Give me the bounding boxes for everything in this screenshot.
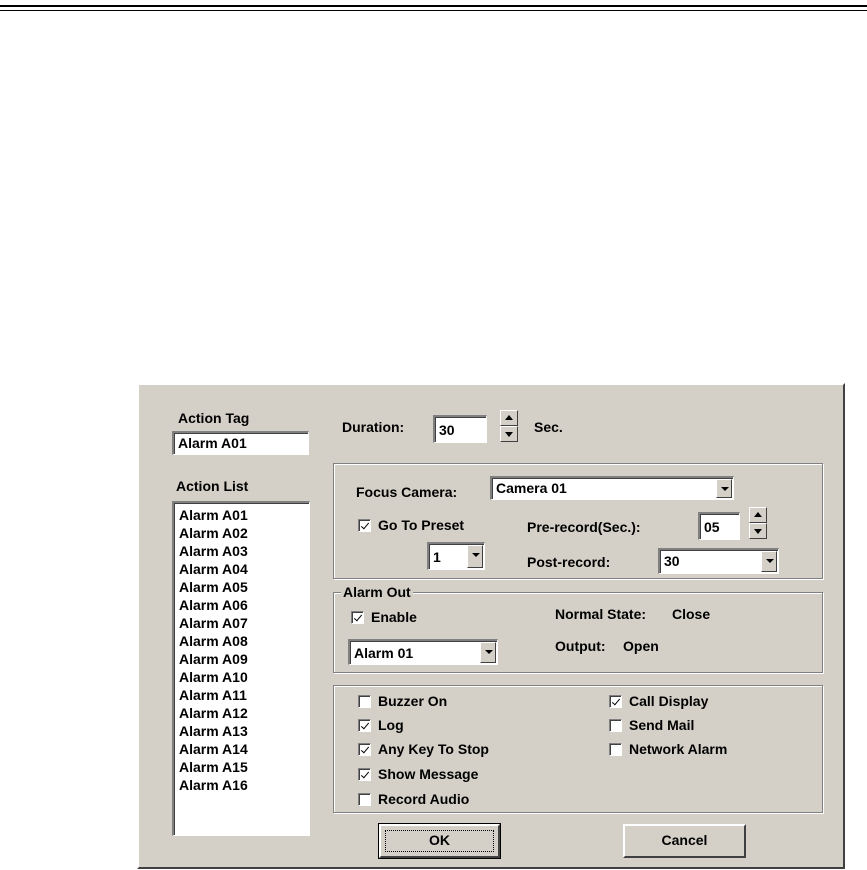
preset-value: 1 xyxy=(433,549,441,565)
spin-down-icon[interactable] xyxy=(749,523,767,539)
buzzer-on-checkbox[interactable] xyxy=(358,693,447,709)
checkbox-icon xyxy=(609,719,622,732)
normal-state-value: Close xyxy=(672,606,711,622)
call-display-checkbox[interactable] xyxy=(609,693,708,709)
go-to-preset-label: Go To Preset xyxy=(378,517,465,533)
checkbox-icon xyxy=(358,695,371,708)
chevron-down-icon[interactable] xyxy=(480,642,496,663)
list-item[interactable]: Alarm A11 xyxy=(179,687,247,703)
top-rule-thick xyxy=(0,5,867,7)
alarm-out-title: Alarm Out xyxy=(343,584,411,600)
focus-camera-label: Focus Camera: xyxy=(356,484,458,500)
action-list-box[interactable] xyxy=(172,501,310,836)
checkbox-icon xyxy=(351,611,364,624)
prerecord-value: 05 xyxy=(704,519,720,535)
top-rule-thin xyxy=(0,10,867,11)
list-item[interactable]: Alarm A10 xyxy=(179,669,248,685)
log-label: Log xyxy=(378,717,404,733)
checkbox-icon xyxy=(358,743,371,756)
checkbox-icon xyxy=(358,719,371,732)
focus-camera-value: Camera 01 xyxy=(496,480,567,496)
postrecord-select[interactable] xyxy=(658,548,779,574)
spin-down-icon[interactable] xyxy=(500,426,518,442)
prerecord-spinner xyxy=(749,507,767,539)
focus-camera-select[interactable] xyxy=(490,476,734,500)
record-audio-checkbox[interactable] xyxy=(358,791,469,807)
checkbox-icon xyxy=(358,768,371,781)
cancel-label: Cancel xyxy=(661,832,708,848)
focus-ring xyxy=(385,830,494,852)
checkbox-icon xyxy=(358,519,371,532)
postrecord-label: Post-record: xyxy=(527,554,611,570)
list-item[interactable]: Alarm A16 xyxy=(179,777,248,793)
action-dialog xyxy=(137,383,845,869)
output-value: Open xyxy=(623,638,659,654)
any-key-to-stop-checkbox[interactable] xyxy=(358,741,489,757)
prerecord-input[interactable] xyxy=(698,512,740,540)
checkbox-icon xyxy=(609,743,622,756)
duration-unit: Sec. xyxy=(534,419,563,435)
ok-label: OK xyxy=(429,832,450,848)
action-tag-value: Alarm A01 xyxy=(178,435,247,451)
chevron-down-icon[interactable] xyxy=(467,545,483,568)
list-item[interactable]: Alarm A07 xyxy=(179,615,248,631)
list-item[interactable]: Alarm A04 xyxy=(179,561,248,577)
buzzer-on-label: Buzzer On xyxy=(378,693,448,709)
spin-up-icon[interactable] xyxy=(749,507,767,523)
list-item[interactable]: Alarm A09 xyxy=(179,651,248,667)
action-list-label: Action List xyxy=(176,478,249,494)
duration-input[interactable] xyxy=(433,415,487,443)
ok-button[interactable] xyxy=(379,824,500,858)
alarm-out-select[interactable] xyxy=(348,639,498,665)
action-tag-input[interactable] xyxy=(172,431,309,455)
duration-spinner xyxy=(500,410,518,442)
record-audio-label: Record Audio xyxy=(378,791,470,807)
prerecord-label: Pre-record(Sec.): xyxy=(527,519,641,535)
duration-label: Duration: xyxy=(342,419,405,435)
action-tag-label: Action Tag xyxy=(178,410,250,426)
send-mail-checkbox[interactable] xyxy=(609,717,694,733)
checkbox-icon xyxy=(609,695,622,708)
alarm-out-value: Alarm 01 xyxy=(354,645,414,661)
any-key-to-stop-label: Any Key To Stop xyxy=(378,741,489,757)
enable-label: Enable xyxy=(371,609,417,625)
normal-state-label: Normal State: xyxy=(555,606,647,622)
duration-value: 30 xyxy=(439,422,455,438)
spin-up-icon[interactable] xyxy=(500,410,518,426)
network-alarm-checkbox[interactable] xyxy=(609,741,727,757)
go-to-preset-checkbox[interactable] xyxy=(358,517,464,533)
cancel-button[interactable] xyxy=(623,824,746,858)
preset-select[interactable] xyxy=(427,542,485,570)
list-item[interactable]: Alarm A05 xyxy=(179,579,248,595)
show-message-label: Show Message xyxy=(378,766,479,782)
list-item[interactable]: Alarm A03 xyxy=(179,543,248,559)
checkbox-icon xyxy=(358,793,371,806)
log-checkbox[interactable] xyxy=(358,717,404,733)
output-label: Output: xyxy=(555,638,606,654)
list-item[interactable]: Alarm A13 xyxy=(179,723,248,739)
list-item[interactable]: Alarm A12 xyxy=(179,705,248,721)
send-mail-label: Send Mail xyxy=(629,717,695,733)
list-item[interactable]: Alarm A08 xyxy=(179,633,248,649)
chevron-down-icon[interactable] xyxy=(716,479,732,498)
list-item[interactable]: Alarm A15 xyxy=(179,759,248,775)
list-item[interactable]: Alarm A14 xyxy=(179,741,248,757)
chevron-down-icon[interactable] xyxy=(761,551,777,572)
list-item[interactable]: Alarm A02 xyxy=(179,525,248,541)
show-message-checkbox[interactable] xyxy=(358,766,478,782)
list-item[interactable]: Alarm A01 xyxy=(179,507,248,523)
network-alarm-label: Network Alarm xyxy=(629,741,728,757)
alarm-out-enable-checkbox[interactable] xyxy=(351,609,417,625)
call-display-label: Call Display xyxy=(629,693,709,709)
postrecord-value: 30 xyxy=(664,553,680,569)
list-item[interactable]: Alarm A06 xyxy=(179,597,248,613)
